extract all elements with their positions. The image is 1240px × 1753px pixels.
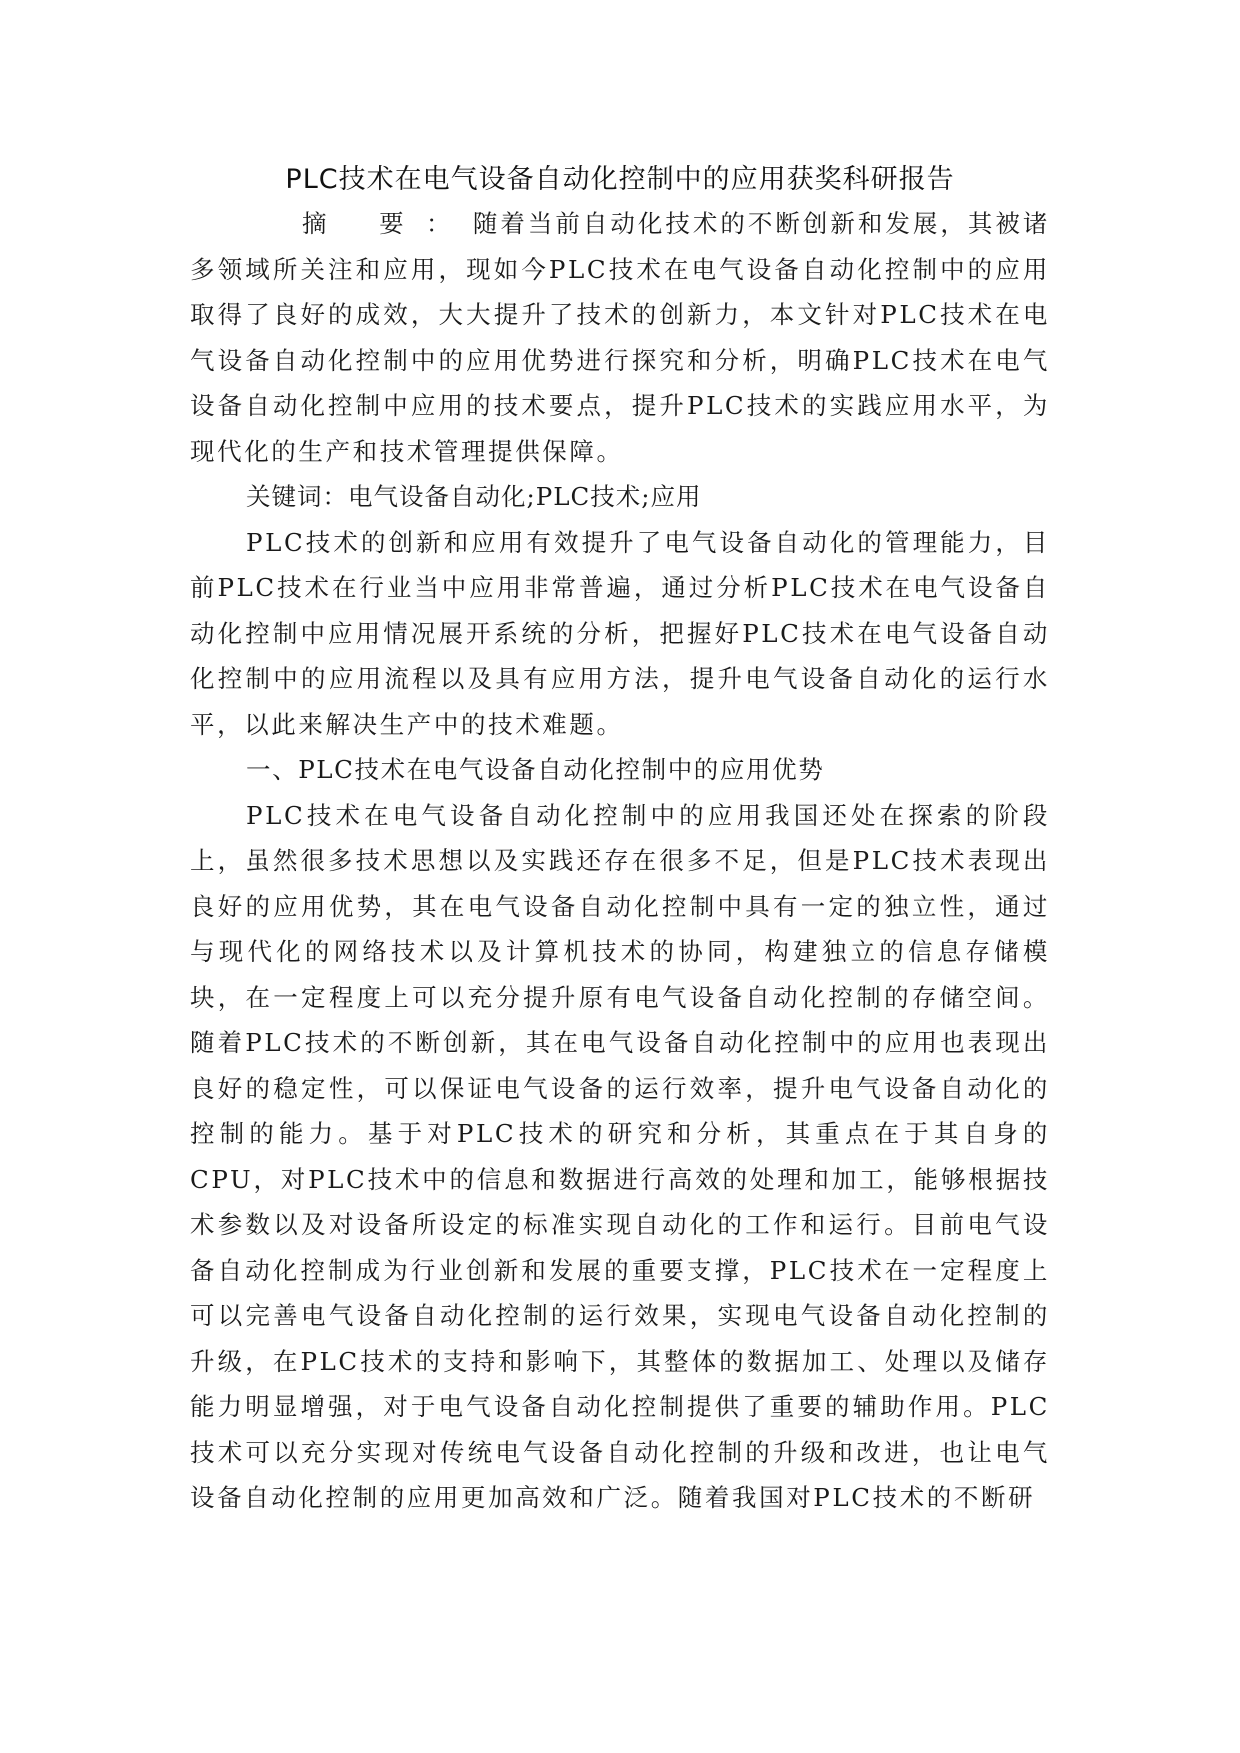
abstract-paragraph	[190, 201, 1050, 474]
document-title: PLC技术在电气设备自动化控制中的应用获奖科研报告	[285, 164, 955, 195]
keywords-line: 关键词：电气设备自动化;PLC技术;应用	[246, 482, 702, 511]
document-body	[190, 201, 1050, 1521]
abstract-label: 摘 要：	[302, 209, 473, 238]
abstract-text: 随着当前自动化技术的不断创新和发展，其被诸多领域所关注和应用，现如今PLC技术在电气设备自动化控制中的应用取得了良好的成效，大大提升了技术的创新力，本文针对PLC技术在电气设备自动化控制中的应用优势进行探究和分析，明确PLC技术在电气设备自动化控制中应用的技术要点，提升PLC技术的实践应用水平，为现代化的生产和技术管理提供保障。	[190, 209, 1050, 466]
section-1-paragraph: PLC技术在电气设备自动化控制中的应用我国还处在探索的阶段上，虽然很多技术思想以及实践还存在很多不足，但是PLC技术表现出良好的应用优势，其在电气设备自动化控制中具有一定的独立性，通过与现代化的网络技术以及计算机技术的协同，构建独立的信息存储模块，在一定程度上可以充分提升原有电气设备自动化控制的存储空间。随着PLC技术的不断创新，其在电气设备自动化控制中的应用也表现出良好的稳定性，可以保证电气设备的运行效率，提升电气设备自动化的控制的能力。基于对PLC技术的研究和分析，其重点在于其自身的CPU，对PLC技术中的信息和数据进行高效的处理和加工，能够根据技术参数以及对设备所设定的标准实现自动化的工作和运行。目前电气设备自动化控制成为行业创新和发展的重要支撑，PLC技术在一定程度上可以完善电气设备自动化控制的运行效果，实现电气设备自动化控制的升级，在PLC技术的支持和影响下，其整体的数据加工、处理以及储存能力明显增强，对于电气设备自动化控制提供了重要的辅助作用。PLC技术可以充分实现对传统电气设备自动化控制的升级和改进，也让电气设备自动化控制的应用更加高效和广泛。随着我国对PLC技术的不断研	[190, 800, 1050, 1512]
intro-paragraph: PLC技术的创新和应用有效提升了电气设备自动化的管理能力，目前PLC技术在行业当中应用非常普遍，通过分析PLC技术在电气设备自动化控制中应用情况展开系统的分析，把握好PLC技术在电气设备自动化控制中的应用流程以及具有应用方法，提升电气设备自动化的运行水平，以此来解决生产中的技术难题。	[190, 527, 1050, 739]
section-heading-1: 一、PLC技术在电气设备自动化控制中的应用优势	[246, 755, 825, 784]
